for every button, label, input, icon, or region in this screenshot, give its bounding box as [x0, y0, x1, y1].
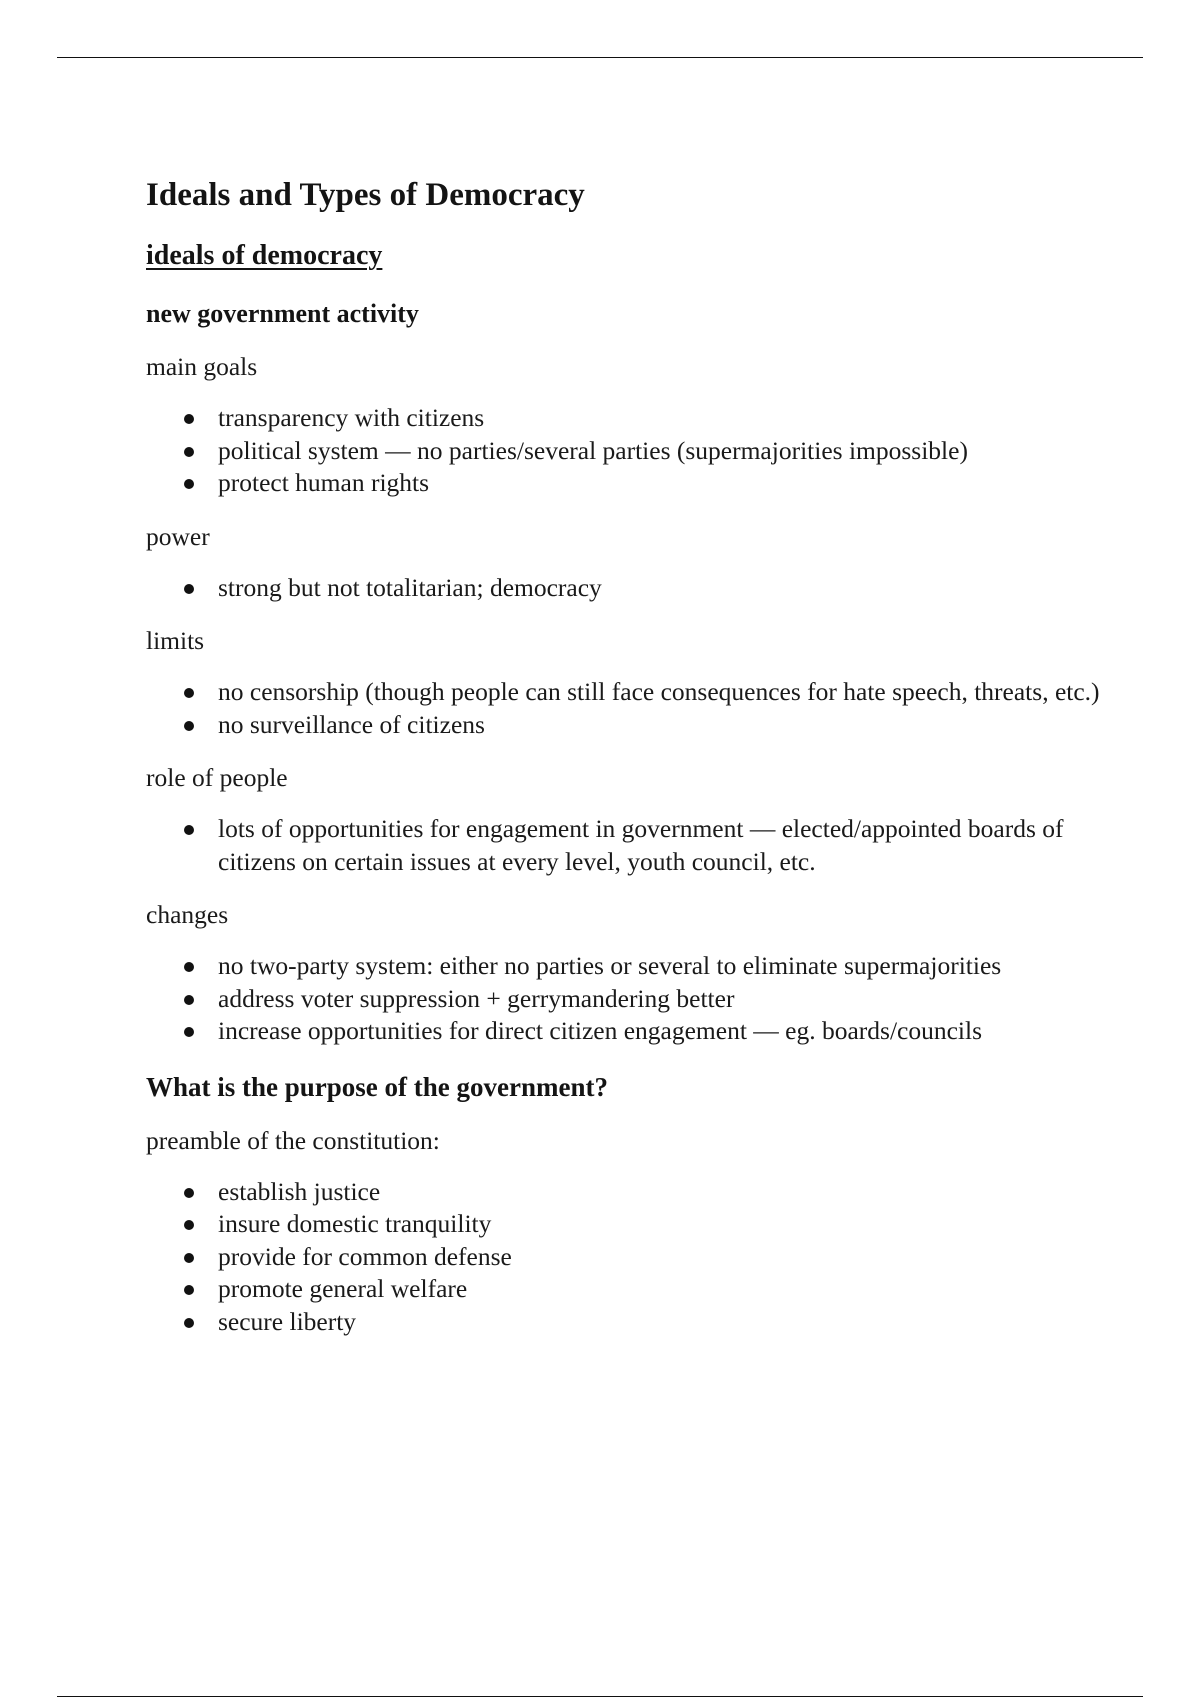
list-item-text: no censorship (though people can still face consequences for hate speech, threats, etc.) — [218, 677, 1100, 706]
bullet-icon — [184, 962, 194, 972]
document-body — [146, 172, 1106, 1358]
bullet-icon — [184, 1253, 194, 1263]
main-goals-list — [146, 402, 1106, 500]
bullet-icon — [184, 1285, 194, 1295]
subsection-title: new government activity — [146, 299, 419, 328]
list-item — [218, 1306, 1106, 1339]
question-heading: What is the purpose of the government? — [146, 1071, 608, 1102]
list-item-text: transparency with citizens — [218, 403, 485, 432]
list-item — [218, 402, 1106, 435]
bullet-icon — [184, 584, 194, 594]
bullet-icon — [184, 447, 194, 457]
list-item-text: address voter suppression + gerrymandering better — [218, 983, 735, 1013]
bullet-icon — [184, 1220, 194, 1230]
list-item — [218, 467, 1106, 500]
list-item-text: promote general welfare — [218, 1274, 468, 1303]
list-item-text: lots of opportunities for engagement in government — elected/appointed boards of citizens on certain issues at every level, youth council, etc. — [218, 814, 1064, 876]
list-item — [218, 950, 1106, 983]
document-title: Ideals and Types of Democracy — [146, 177, 585, 213]
bullet-icon — [184, 688, 194, 698]
limits-list — [146, 676, 1106, 741]
list-item-text: secure liberty — [218, 1306, 357, 1336]
list-item — [218, 1273, 1106, 1306]
group-label-main-goals: main goals — [146, 352, 258, 381]
list-item-text: protect human rights — [218, 468, 430, 497]
group-label-power: power — [146, 521, 210, 551]
list-item-text: no two-party system: either no parties or several to eliminate supermajorities — [218, 951, 1002, 980]
bullet-icon — [184, 414, 194, 424]
list-item — [218, 676, 1106, 709]
list-item-text: establish justice — [218, 1176, 381, 1206]
list-item — [218, 1208, 1106, 1241]
group-label-limits: limits — [146, 626, 205, 655]
bullet-icon — [184, 1027, 194, 1037]
changes-list — [146, 950, 1106, 1048]
section-title: ideals of democracy — [146, 240, 383, 271]
bullet-icon — [184, 479, 194, 489]
bullet-icon — [184, 1188, 194, 1198]
list-item-text: strong but not totalitarian; democracy — [218, 572, 602, 602]
list-item-text: provide for common defense — [218, 1241, 512, 1271]
list-item — [218, 435, 1106, 468]
list-item — [218, 983, 1106, 1016]
list-item — [218, 1176, 1106, 1209]
preamble-list — [146, 1176, 1106, 1339]
list-item — [218, 1241, 1106, 1274]
bullet-icon — [184, 995, 194, 1005]
list-item — [218, 572, 1106, 605]
list-item-text: political system — no parties/several parties (supermajorities impossible) — [218, 435, 968, 465]
bullet-icon — [184, 1318, 194, 1328]
top-rule — [57, 57, 1143, 58]
group-label-role-of-people: role of people — [146, 763, 288, 792]
bullet-icon — [184, 721, 194, 731]
power-list — [146, 572, 1106, 605]
bottom-rule — [57, 1696, 1143, 1697]
list-item — [218, 709, 1106, 742]
list-item — [218, 1015, 1106, 1048]
group-label-changes: changes — [146, 900, 229, 929]
list-item-text: no surveillance of citizens — [218, 709, 485, 739]
role-of-people-list — [146, 813, 1106, 878]
list-item — [218, 813, 1106, 878]
list-item-text: insure domestic tranquility — [218, 1209, 492, 1238]
group-label-preamble: preamble of the constitution: — [146, 1125, 440, 1155]
bullet-icon — [184, 825, 194, 835]
list-item-text: increase opportunities for direct citizen engagement — eg. boards/councils — [218, 1016, 983, 1045]
